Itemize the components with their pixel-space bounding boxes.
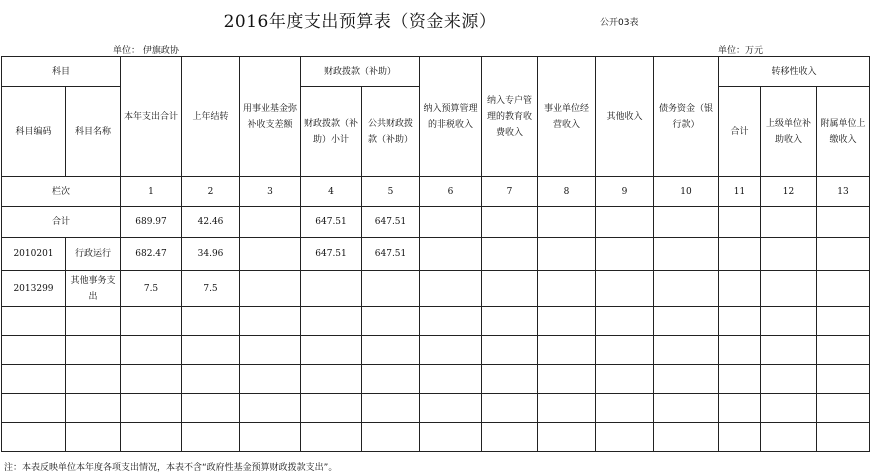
empty-row [2,307,870,336]
column-index: 9 [596,177,654,207]
header-debt: 债务资金（银行款） [654,57,719,177]
header-other: 其他收入 [596,57,654,177]
cell-value: 647.51 [362,238,420,271]
header-nontax: 纳入预算管理的非税收入 [420,57,482,177]
cell-value: 647.51 [301,207,362,238]
cell-value: 34.96 [182,238,240,271]
cell-value [538,271,596,307]
row-code: 2010201 [2,238,66,271]
cell-value [301,271,362,307]
cell-value [596,238,654,271]
cell-value [654,238,719,271]
cell-value [240,207,301,238]
header-affiliate: 附属单位上缴收入 [817,87,870,177]
row-total-label: 合计 [2,207,121,238]
cell-value [817,238,870,271]
header-upper-subsidy: 上级单位补助收入 [761,87,817,177]
column-index-label: 栏次 [2,177,121,207]
header-fiscal-group: 财政拨款（补助） [301,57,420,87]
cell-value: 7.5 [121,271,182,307]
cell-value [482,207,538,238]
column-index: 3 [240,177,301,207]
header-prev-balance: 上年结转 [182,57,240,177]
cell-value [420,271,482,307]
cell-value [817,271,870,307]
cell-value [420,207,482,238]
header-business: 事业单位经营收入 [538,57,596,177]
cell-value [538,238,596,271]
header-transfer-total: 合计 [719,87,761,177]
cell-value [420,238,482,271]
cell-value [538,207,596,238]
column-index-row [2,177,870,207]
table-row [2,238,870,271]
cell-value [761,238,817,271]
cell-value [596,271,654,307]
header-subject: 科目 [2,57,121,87]
cell-value [482,271,538,307]
empty-row [2,365,870,394]
column-index: 8 [538,177,596,207]
column-index: 11 [719,177,761,207]
cell-value: 647.51 [362,207,420,238]
column-index: 12 [761,177,817,207]
empty-row [2,423,870,452]
page-title: 2016年度支出预算表（资金来源） [223,12,497,32]
header-public-fiscal: 公共财政拨款（补助） [362,87,420,177]
empty-row [2,394,870,423]
cell-value [719,207,761,238]
cell-value [240,271,301,307]
table-row [2,271,870,307]
cell-value: 682.47 [121,238,182,271]
form-number: 公开03表 [600,18,639,28]
cell-value [719,271,761,307]
cell-value [719,238,761,271]
empty-row [2,336,870,365]
cell-value: 689.97 [121,207,182,238]
column-index: 4 [301,177,362,207]
column-index: 7 [482,177,538,207]
cell-value [240,238,301,271]
footnote: 注：本表反映单位本年度各项支出情况，本表不含“政府性基金预算财政拨款支出”。 [4,463,338,473]
column-index: 2 [182,177,240,207]
cell-value [482,238,538,271]
cell-value: 647.51 [301,238,362,271]
row-name: 行政运行 [66,238,121,271]
column-index: 13 [817,177,870,207]
header-current-total: 本年支出合计 [121,57,182,177]
budget-table [1,56,870,452]
header-subject-code: 科目编码 [2,87,66,177]
cell-value [817,207,870,238]
cell-value [654,207,719,238]
cell-value [654,271,719,307]
column-index: 5 [362,177,420,207]
header-fiscal-subtotal: 财政拨款（补助）小计 [301,87,362,177]
column-index: 10 [654,177,719,207]
currency-unit: 单位：万元 [718,46,764,56]
header-row-1 [2,57,870,87]
row-code: 2013299 [2,271,66,307]
table-row [2,207,870,238]
unit-name: 单位： 伊旗政协 [113,46,179,56]
column-index: 1 [121,177,182,207]
header-edu-fee: 纳入专户管理的教育收费收入 [482,57,538,177]
header-transfer-group: 转移性收入 [719,57,870,87]
cell-value [596,207,654,238]
header-subject-name: 科目名称 [66,87,121,177]
header-enterprise-fund: 用事业基金弥补收支差额 [240,57,301,177]
cell-value: 42.46 [182,207,240,238]
row-name: 其他事务支出 [66,271,121,307]
cell-value: 7.5 [182,271,240,307]
cell-value [362,271,420,307]
cell-value [761,271,817,307]
column-index: 6 [420,177,482,207]
cell-value [761,207,817,238]
